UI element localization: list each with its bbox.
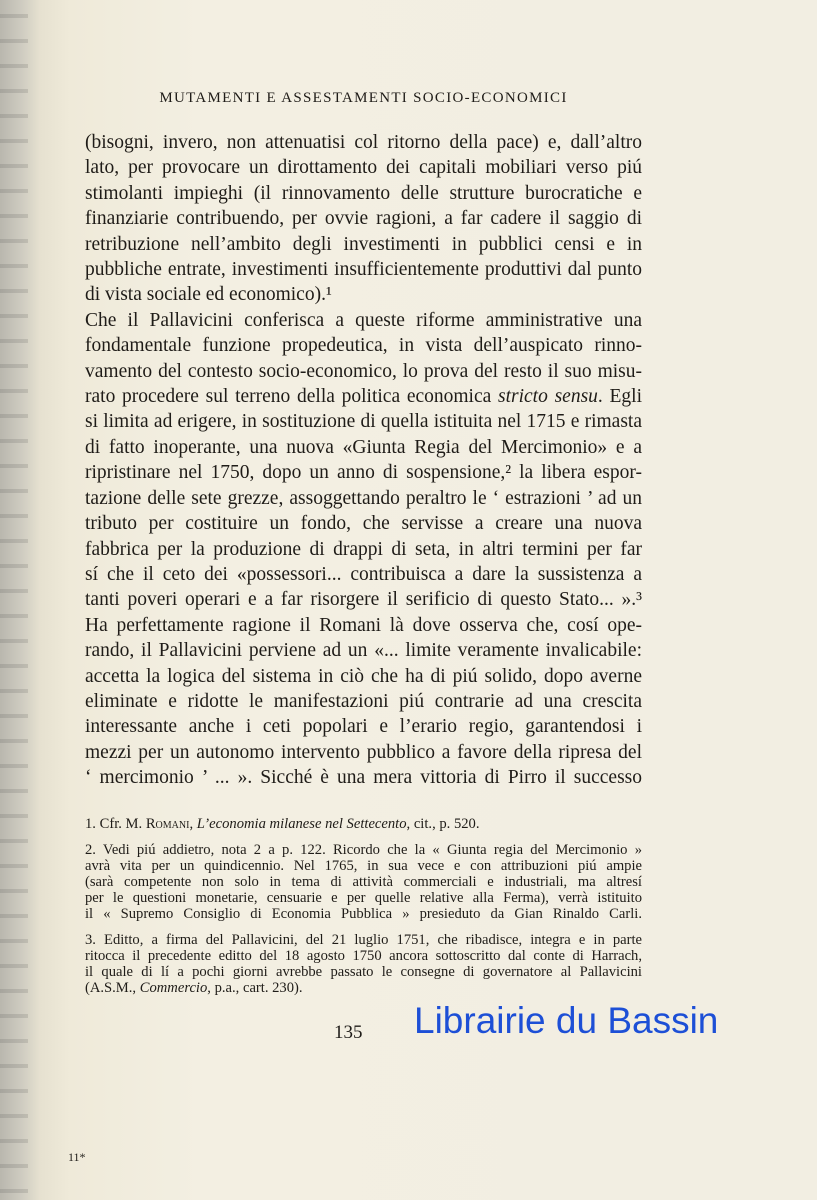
text-run: ‘ mercimonio ’ ... ». Sicché è una mera vittoria di Pirro il successo	[85, 767, 642, 789]
body-line	[85, 765, 642, 790]
body-line	[85, 435, 642, 460]
text-run: Romani	[145, 816, 190, 832]
text-run: Ha perfettamente ragione il Romani là dove osserva che, cosí ope-	[85, 614, 642, 636]
footnote-line	[85, 816, 642, 832]
text-run: accetta la logica del sistema in ciò che ha di piú solido, dopo averne	[85, 665, 642, 687]
text-run: fondamentale funzione propedeutica, in vista dell’auspicato rinno-	[85, 335, 642, 357]
page-number: 135	[334, 1022, 363, 1043]
text-run: stimolanti impieghi (il rinnovamento delle strutture burocratiche e	[85, 182, 642, 204]
text-run: finanziarie contribuendo, per ovvie ragioni, a far cadere il saggio di	[85, 208, 642, 230]
text-run: , p.a., cart. 230).	[207, 980, 303, 996]
body-line	[85, 206, 642, 231]
body-line	[85, 155, 642, 180]
body-line	[85, 537, 642, 562]
footnote-line	[85, 932, 642, 948]
text-run: eliminate e ridotte le manifestazioni piú contrarie ad una crescita	[85, 690, 642, 712]
watermark: Librairie du Bassin	[414, 1000, 719, 1041]
body-line	[85, 257, 642, 282]
text-run: tazione delle sete grezze, assoggettando peraltro le ‘ estrazioni ’ ad un	[85, 487, 642, 509]
body-line	[85, 282, 642, 307]
text-run: ritocca il precedente editto del 18 agosto 1750 ancora sottoscritto dal conte di Harrach,	[85, 948, 642, 964]
text-run: retribuzione nell’ambito degli investimenti in pubblici censi e in	[85, 233, 642, 255]
text-run: rando, il Pallavicini perviene ad un «... limite veramente invalicabile:	[85, 640, 642, 662]
text-run: di vista sociale ed economico).¹	[85, 284, 332, 306]
body-line	[85, 460, 642, 485]
body-line	[85, 384, 642, 409]
text-run: 1. Cfr. M.	[85, 816, 146, 832]
body-line	[85, 181, 642, 206]
body-line	[85, 333, 642, 358]
footnote-line	[85, 948, 642, 964]
text-run: il quale di lí a pochi giorni avrebbe passato le consegne di governatore al Pallavicini	[85, 964, 642, 980]
footnote-line	[85, 842, 642, 858]
italic-text: L’economia milanese nel Settecento	[196, 816, 407, 832]
text-run: fabbrica per la produzione di drappi di seta, in altri termini per far	[85, 538, 642, 560]
body-line	[85, 359, 642, 384]
text-run: (A.S.M.,	[85, 980, 140, 996]
text-run: tanti poveri operari e a far risorgere il serificio di questo Stato... ».³	[85, 589, 642, 611]
text-run: per le questioni monetarie, censuarie e per quelle relative alla Ferma), verrà istituito	[85, 890, 642, 906]
text-run: (bisogni, invero, non attenuatisi col ritorno della pace) e, dall’altro	[85, 132, 642, 153]
body-line	[85, 232, 642, 257]
footnotes	[85, 816, 642, 996]
text-run: Che il Pallavicini conferisca a queste riforme amministrative una	[85, 309, 642, 331]
body-line	[85, 613, 642, 638]
footnote-1	[85, 816, 642, 832]
text-run: (sarà competente non solo in tema di attività commerciali e industriali, ma altresí	[85, 874, 642, 890]
footnote-2	[85, 842, 642, 922]
text-run: avrà vita per un quindicennio. Nel 1765, in sua vece e con attribuzioni piú ampie	[85, 858, 642, 874]
body-line	[85, 587, 642, 612]
body-line	[85, 638, 642, 663]
text-run: vamento del contesto socio-economico, lo prova del resto il suo misu-	[85, 360, 642, 382]
body-line	[85, 409, 642, 434]
footnote-3	[85, 932, 642, 996]
running-title: MUTAMENTI E ASSESTAMENTI SOCIO-ECONOMICI	[159, 90, 568, 106]
body-text	[85, 130, 642, 791]
footnote-line	[85, 980, 642, 996]
italic-text: stricto sensu	[498, 386, 598, 408]
body-line	[85, 664, 642, 689]
body-line	[85, 740, 642, 765]
body-line	[85, 511, 642, 536]
text-run: lato, per provocare un dirottamento dei capitali mobiliari verso piú	[85, 157, 642, 179]
running-header	[0, 90, 817, 107]
text-run: tributo per costituire un fondo, che servisse a creare una nuova	[85, 513, 642, 535]
text-run: ,	[189, 816, 197, 832]
facing-page-edge	[0, 0, 28, 1200]
text-run: interessante anche i ceti popolari e l’erario regio, garantendosi i	[85, 716, 642, 738]
text-run: rato procedere sul terreno della politica economica	[85, 386, 499, 408]
body-line	[85, 308, 642, 333]
text-run: , cit., p. 520.	[406, 816, 480, 832]
body-line	[85, 130, 642, 155]
footnote-line	[85, 964, 642, 980]
footnote-gap	[85, 922, 642, 932]
text-run: si limita ad erigere, in sostituzione di quella istituita nel 1715 e rimasta	[85, 411, 642, 433]
signature-mark: 11*	[68, 1150, 86, 1164]
text-run: . Egli	[597, 386, 642, 408]
text-run: pubbliche entrate, investimenti insufficientemente produttivi dal punto	[85, 259, 642, 281]
text-run: ripristinare nel 1750, dopo un anno di sospensione,² la libera espor-	[85, 462, 642, 484]
body-line	[85, 689, 642, 714]
text-run: 2. Vedi piú addietro, nota 2 a p. 122. Ricordo che la « Giunta regia del Mercimonio »	[85, 842, 642, 858]
text-run: di fatto inoperante, una nuova «Giunta Regia del Mercimonio» e a	[85, 436, 642, 458]
body-line	[85, 562, 642, 587]
footnote-line	[85, 890, 642, 906]
footnote-line	[85, 858, 642, 874]
text-run: mezzi per un autonomo intervento pubblico a favore della ripresa del	[85, 741, 642, 763]
footnote-line	[85, 874, 642, 890]
text-run: sí che il ceto dei «possessori... contribuisca a dare la sussistenza a	[85, 563, 642, 585]
footnote-line	[85, 906, 642, 922]
body-line	[85, 486, 642, 511]
text-run: il « Supremo Consiglio di Economia Pubblica » presieduto da Gian Rinaldo Carli.	[85, 906, 642, 922]
text-run: 3. Editto, a firma del Pallavicini, del 21 luglio 1751, che ribadisce, integra e in parte	[85, 932, 642, 948]
italic-text: Commercio	[139, 980, 208, 996]
body-line	[85, 714, 642, 739]
footnote-gap	[85, 832, 642, 842]
